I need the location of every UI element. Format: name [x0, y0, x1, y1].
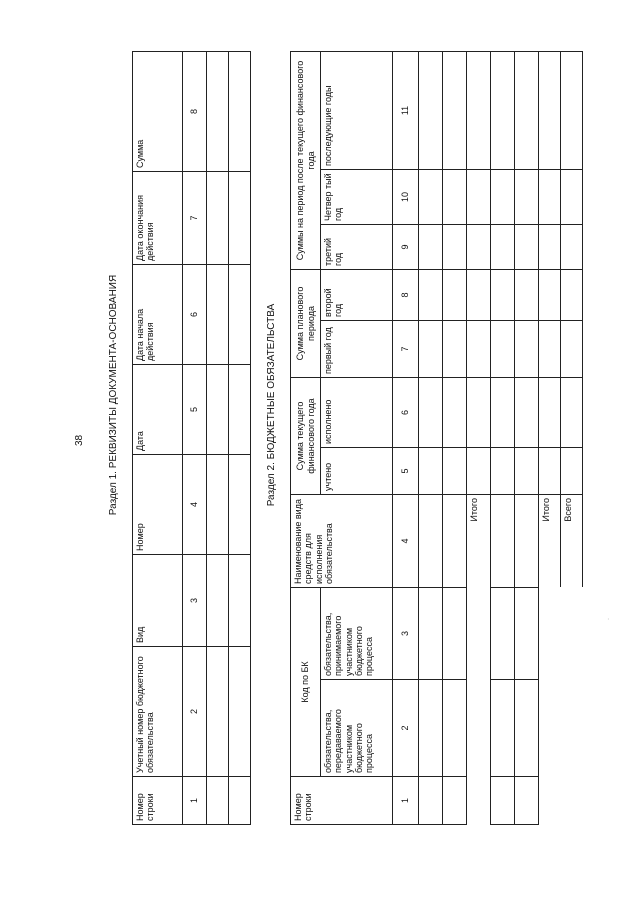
table-cell	[467, 378, 491, 448]
grand-total-label: Всего	[561, 495, 583, 588]
s1-num-3: 3	[183, 555, 207, 647]
table-cell	[467, 448, 491, 495]
section2-table	[290, 51, 583, 825]
section1-header-row	[133, 52, 183, 825]
table-cell	[229, 455, 251, 555]
table-cell	[539, 224, 561, 269]
s2-num-8: 8	[393, 269, 419, 320]
section2-numbers-row	[393, 51, 419, 824]
s2-header-first-year: первый год	[321, 321, 393, 378]
table-cell	[491, 680, 515, 777]
table-cell	[207, 647, 229, 777]
table-cell	[229, 172, 251, 265]
s2-header-later-years: последующие годы	[321, 51, 393, 169]
table-cell	[443, 378, 467, 448]
section2-header-row-1	[291, 51, 321, 824]
table-cell	[207, 365, 229, 455]
table-cell	[443, 588, 467, 680]
table-cell	[561, 378, 583, 448]
table-cell	[229, 265, 251, 365]
table-cell	[539, 269, 561, 320]
s1-header-accounting-number: Учетный номер бюджетного обязательства	[133, 647, 183, 777]
table-cell	[515, 588, 539, 680]
s1-num-1: 1	[183, 777, 207, 825]
table-cell	[491, 448, 515, 495]
s2-header-executed: исполнено	[321, 378, 393, 448]
s1-num-5: 5	[183, 365, 207, 455]
table-cell	[491, 588, 515, 680]
s2-header-second-year: второй год	[321, 269, 393, 320]
s1-num-7: 7	[183, 172, 207, 265]
s1-header-sum: Сумма	[133, 52, 183, 172]
section1-numbers-row	[183, 52, 207, 825]
s1-num-2: 2	[183, 647, 207, 777]
grand-total-row	[561, 51, 583, 824]
s2-header-after-current: Суммы на период после текущего финансового года	[291, 51, 321, 269]
table-row	[419, 51, 443, 824]
table-cell	[443, 269, 467, 320]
s2-header-bk-transferred: обязательства, передаваемого участником бюджетного процесса	[321, 680, 393, 777]
s1-header-date: Дата	[133, 365, 183, 455]
s1-header-row-number: Номер строки	[133, 777, 183, 825]
table-cell	[561, 169, 583, 224]
table-cell	[561, 321, 583, 378]
section1-title: Раздел 1. РЕКВИЗИТЫ ДОКУМЕНТА-ОСНОВАНИЯ	[108, 274, 119, 516]
table-cell	[515, 495, 539, 588]
table-cell	[419, 448, 443, 495]
table-cell	[207, 52, 229, 172]
table-cell	[491, 169, 515, 224]
table-cell	[491, 224, 515, 269]
table-cell	[491, 269, 515, 320]
table-cell	[561, 448, 583, 495]
subtotal-row	[467, 51, 491, 824]
s2-num-2: 2	[393, 680, 419, 777]
table-cell	[515, 269, 539, 320]
table-cell	[443, 169, 467, 224]
s2-header-third-year: третий год	[321, 224, 393, 269]
s1-num-6: 6	[183, 265, 207, 365]
table-cell	[491, 378, 515, 448]
table-row	[229, 52, 251, 825]
table-cell	[419, 777, 443, 825]
table-cell	[539, 378, 561, 448]
s2-header-current-year: Сумма текущего финансового года	[291, 378, 321, 495]
table-cell	[515, 169, 539, 224]
subtotal-label-2: Итого	[539, 495, 561, 588]
table-row	[491, 51, 515, 824]
table-cell	[539, 680, 561, 777]
s1-num-4: 4	[183, 455, 207, 555]
s2-num-6: 6	[393, 378, 419, 448]
table-cell	[515, 777, 539, 825]
table-cell	[467, 51, 491, 169]
table-cell	[561, 51, 583, 169]
subtotal-label: Итого	[467, 495, 491, 588]
table-cell	[539, 321, 561, 378]
table-cell	[467, 169, 491, 224]
table-cell	[419, 588, 443, 680]
table-cell	[515, 680, 539, 777]
s1-num-8: 8	[183, 52, 207, 172]
table-cell	[539, 588, 561, 680]
table-cell	[561, 588, 583, 680]
table-cell	[539, 777, 561, 825]
s2-num-1: 1	[393, 777, 419, 825]
table-cell	[467, 321, 491, 378]
s2-num-3: 3	[393, 588, 419, 680]
table-cell	[207, 172, 229, 265]
table-cell	[419, 495, 443, 588]
table-cell	[419, 169, 443, 224]
s2-header-planning: Сумма планового периода	[291, 269, 321, 377]
table-row	[515, 51, 539, 824]
table-cell	[561, 269, 583, 320]
table-cell	[515, 51, 539, 169]
table-cell	[419, 51, 443, 169]
s1-header-end-date: Дата окончания действия	[133, 172, 183, 265]
section2-title: Раздел 2. БЮДЖЕТНЫЕ ОБЯЗАТЕЛЬСТВА	[266, 303, 277, 507]
table-cell	[229, 647, 251, 777]
table-cell	[443, 680, 467, 777]
table-cell	[419, 269, 443, 320]
page-number: 38	[74, 434, 85, 446]
table-row	[207, 52, 229, 825]
table-cell	[467, 680, 491, 777]
scan-speck: ·	[606, 618, 612, 620]
table-cell	[467, 269, 491, 320]
table-cell	[515, 224, 539, 269]
table-cell	[419, 378, 443, 448]
s2-num-4: 4	[393, 495, 419, 588]
s2-num-9: 9	[393, 224, 419, 269]
section2-header-row-2	[321, 51, 393, 824]
s1-header-type: Вид	[133, 555, 183, 647]
table-cell	[419, 680, 443, 777]
s2-header-fourth-year: Четвер тый год	[321, 169, 393, 224]
s1-header-start-date: Дата начала действия	[133, 265, 183, 365]
table-cell	[419, 321, 443, 378]
table-cell	[443, 495, 467, 588]
table-cell	[491, 321, 515, 378]
table-cell	[443, 224, 467, 269]
s2-header-bk-accepted: обязательства, принимаемого участником бюджетного процесса	[321, 588, 393, 680]
table-cell	[515, 378, 539, 448]
table-cell	[229, 555, 251, 647]
table-cell	[539, 448, 561, 495]
s2-num-5: 5	[393, 448, 419, 495]
table-cell	[443, 777, 467, 825]
table-cell	[207, 265, 229, 365]
s2-num-11: 11	[393, 51, 419, 169]
table-cell	[539, 51, 561, 169]
table-cell	[561, 777, 583, 825]
table-cell	[515, 448, 539, 495]
table-cell	[443, 321, 467, 378]
table-cell	[467, 588, 491, 680]
table-cell	[539, 169, 561, 224]
section1-table	[132, 51, 251, 825]
table-cell	[207, 777, 229, 825]
table-cell	[207, 555, 229, 647]
table-cell	[467, 224, 491, 269]
s2-header-fund-type: Наименование вида средств для исполнения обязательства	[291, 495, 393, 588]
table-cell	[229, 365, 251, 455]
s2-header-row-number: Номер строки	[291, 777, 393, 825]
table-cell	[443, 448, 467, 495]
table-cell	[467, 777, 491, 825]
table-cell	[207, 455, 229, 555]
table-cell	[515, 321, 539, 378]
table-cell	[561, 224, 583, 269]
table-cell	[491, 777, 515, 825]
s2-header-accounted: учтено	[321, 448, 393, 495]
subtotal-row-2	[539, 51, 561, 824]
table-cell	[229, 777, 251, 825]
s1-header-number: Номер	[133, 455, 183, 555]
s2-num-10: 10	[393, 169, 419, 224]
table-cell	[419, 224, 443, 269]
s2-num-7: 7	[393, 321, 419, 378]
table-cell	[443, 51, 467, 169]
table-cell	[561, 680, 583, 777]
table-cell	[229, 52, 251, 172]
table-row	[443, 51, 467, 824]
table-cell	[491, 495, 515, 588]
s2-header-bk-code: Код по БК	[291, 588, 321, 777]
table-cell	[491, 51, 515, 169]
